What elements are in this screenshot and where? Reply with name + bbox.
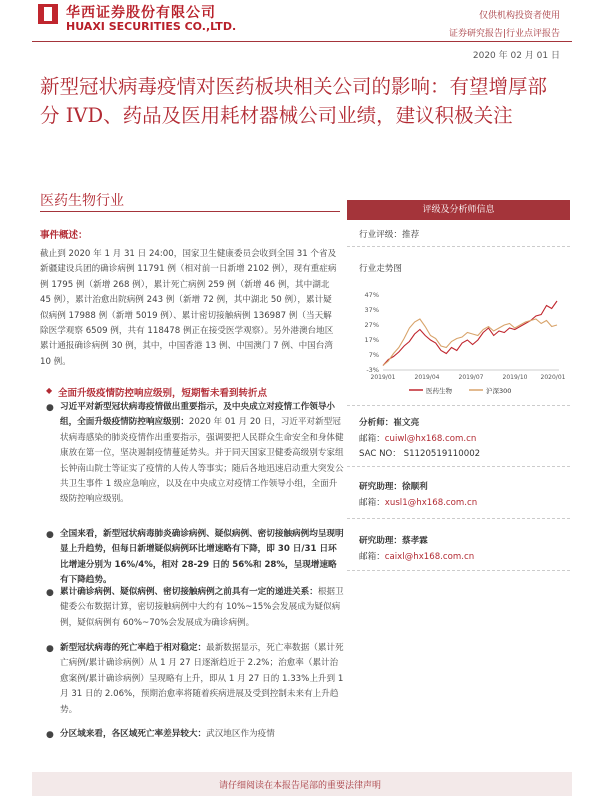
sidebar-divider [347, 518, 570, 519]
analyst-row [359, 416, 419, 428]
analyst-email-link[interactable]: cuiwl@hx168.com.cn [384, 434, 477, 444]
sidebar-header: 评级及分析师信息 [347, 200, 570, 220]
y-tick-label: 27% [364, 321, 379, 329]
bullet-icon: ● [46, 644, 54, 654]
email-label: 邮箱： [359, 434, 385, 444]
bullet-item [60, 527, 345, 589]
analyst-name: 崔文亮 [393, 418, 420, 428]
chart-legend [409, 386, 511, 395]
company-name-en: HUAXI SECURITIES CO.,LTD. [66, 20, 237, 33]
email-label: 邮箱： [359, 552, 385, 562]
bullet-text: 最新数据显示，死亡率数据（累计死亡病例/累计确诊病例）从 1 月 27 日逐渐趋近于 2.2%；治愈率（累计治愈案例/累计确诊病例）呈现略有上升，即从 1 月 27 日的 1.33%上升到 1 月 31 日的 2.06%，预期治愈率将随着疾病进展及受到控制未来有上升趋势。 [60, 643, 344, 715]
x-tick-label: 2019/10 [502, 374, 528, 381]
y-tick-label: 47% [364, 291, 379, 299]
company-logo [38, 4, 58, 24]
rating-label: 行业评级： [359, 230, 402, 240]
rating-value: 推荐 [401, 230, 420, 240]
rating-analyst-sidebar [347, 200, 570, 720]
sac-number: S1120519110002 [403, 449, 481, 459]
analyst-name: 蔡孝霖 [401, 536, 428, 546]
header-divider [32, 41, 572, 42]
bullet-icon: ● [46, 730, 54, 740]
y-axis-ticks [365, 291, 379, 374]
analyst-role: 研究助理： [359, 536, 402, 546]
x-tick-label: 2019/04 [414, 374, 440, 381]
x-tick-label: 2019/07 [458, 374, 484, 381]
section-bullet-icon: ◆ [46, 386, 53, 395]
footer-notice: 请仔细阅读在本报告尾部的重要法律声明 [218, 781, 381, 791]
event-text: 截止到 2020 年 1 月 31 日 24:00，国家卫生健康委员会收到全国 31 个省及新疆建设兵团的确诊病例 11791 例（相对前一日新增 2102 例），现有重症病例 1795 例（新增 268 例），累计死亡病例 259 例（新增 46 例，其中湖北 45 例），累计治愈出院病例 243 例（新增 72 例，其中湖北 50 例），累计疑似病例 17988 例（新增 5019 例）、累计密切接触病例 136987 例（当天解除医学观察 6509 例，共有 118478 例正在接受医学观察）。另外港澳台地区累计通报确诊病例 30 例，其中，中国香港 13 例、中国澳门 7 例、中国台湾 10 例。 [40, 249, 337, 367]
bullet-item [60, 727, 345, 742]
analyst-email-row [359, 432, 476, 444]
legend-label-csi300: 沪深300 [486, 387, 512, 395]
report-category: 证券研究报告|行业点评报告 [448, 29, 560, 39]
bullet-icon: ● [46, 588, 54, 598]
analyst-row [359, 480, 428, 492]
report-title: 新型冠状病毒疫情对医药板块相关公司的影响：有望增厚部分 IVD、药品及医用耗材器械公司业绩，建议积极关注 [40, 75, 548, 127]
trend-label: 行业走势图 [359, 264, 402, 274]
audience-notice: 仅供机构投资者使用 [478, 11, 560, 21]
y-tick-label: 17% [364, 336, 379, 344]
x-tick-label: 2019/01 [370, 374, 396, 381]
x-tick-label: 2020/01 [540, 374, 566, 381]
sector-name: 医药生物行业 [40, 193, 124, 209]
sector-divider [40, 211, 340, 212]
company-name-cn: 华西证券股份有限公司 [66, 5, 216, 21]
analyst-role: 分析师： [359, 418, 394, 428]
y-tick-label: 7% [368, 351, 379, 359]
bullet-icon: ● [46, 403, 54, 413]
section-title: 全面升级疫情防控响应级别，短期暂未看到转折点 [58, 388, 268, 399]
bullet-text: 武汉地区作为疫情 [206, 729, 275, 739]
analyst-email-link[interactable]: caixl@hx168.com.cn [384, 552, 475, 562]
analyst-role: 研究助理： [359, 482, 402, 492]
y-tick-label: 37% [364, 306, 379, 314]
bullet-bold: 全国来看，新型冠状病毒肺炎确诊病例、疑似病例、密切接触病例均呈现明显上升趋势，但每日新增疑似病例环比增速略有下降，即 30 日/31 日环比增速分别为 16%/4%，相对 28-29 日的 56%和 28%，呈现增速略有下降趋势。 [60, 529, 344, 586]
analyst-name: 徐顺利 [401, 482, 428, 492]
bullet-text: 根据卫健委公布数据计算，密切接触病例中大约有 10%~15%会发展成为疑似病例，疑似病例有 60%~70%会发展成为确诊病例。 [60, 587, 344, 628]
sac-label: SAC NO： [359, 449, 401, 459]
report-date: 2020 年 02 月 01 日 [472, 51, 560, 61]
industry-trend-chart [347, 280, 570, 400]
analyst-sac-row [359, 447, 480, 459]
email-label: 邮箱： [359, 498, 385, 508]
bullet-item [60, 641, 345, 718]
bullet-bold: 分区域来看，各区域死亡率差异较大： [60, 729, 207, 739]
rating-row [359, 228, 419, 240]
bullet-icon: ● [46, 530, 54, 540]
bullet-bold: 新型冠状病毒的死亡率趋于相对稳定： [60, 643, 207, 653]
event-title: 事件概述： [40, 230, 88, 241]
analyst-row [359, 534, 428, 546]
analyst-email-row [359, 496, 477, 508]
bullet-item [60, 585, 345, 631]
legend-label-pharma: 医药生物 [426, 387, 452, 395]
analyst-email-row [359, 550, 474, 562]
y-tick-label: -3% [366, 366, 379, 374]
analyst-email-link[interactable]: xusl1@hx168.com.cn [384, 498, 478, 508]
sidebar-divider [347, 570, 570, 571]
bullet-text: 2020 年 01 月 20 日，习近平对新型冠状病毒感染的肺炎疫情作出重要指示，强调要把人民群众生命安全和身体健康放在第一位，坚决遏制疫情蔓延势头。并于同天国家卫健委高级别专家组长钟南山院士等证实了疫情的人传人等事实；随后各地迅速启动重大突发公共卫生事件 1 级应急响应，以及在中央成立对疫情工作领导小组，全面升级防控响应级别。 [60, 417, 344, 505]
sidebar-divider [347, 466, 570, 467]
bullet-item [60, 400, 345, 508]
bullet-bold: 累计确诊病例、疑似病例、密切接触病例之前具有一定的递进关系： [60, 587, 318, 597]
sidebar-divider [347, 405, 570, 406]
bullet-bold: 习近平对新型冠状病毒疫情做出重要指示，及中央成立对疫情工作领导小组，全面升级疫情防控响应级别： [60, 402, 336, 428]
x-axis-ticks [371, 374, 566, 381]
sidebar-divider [347, 246, 570, 247]
chart-series [383, 301, 557, 366]
